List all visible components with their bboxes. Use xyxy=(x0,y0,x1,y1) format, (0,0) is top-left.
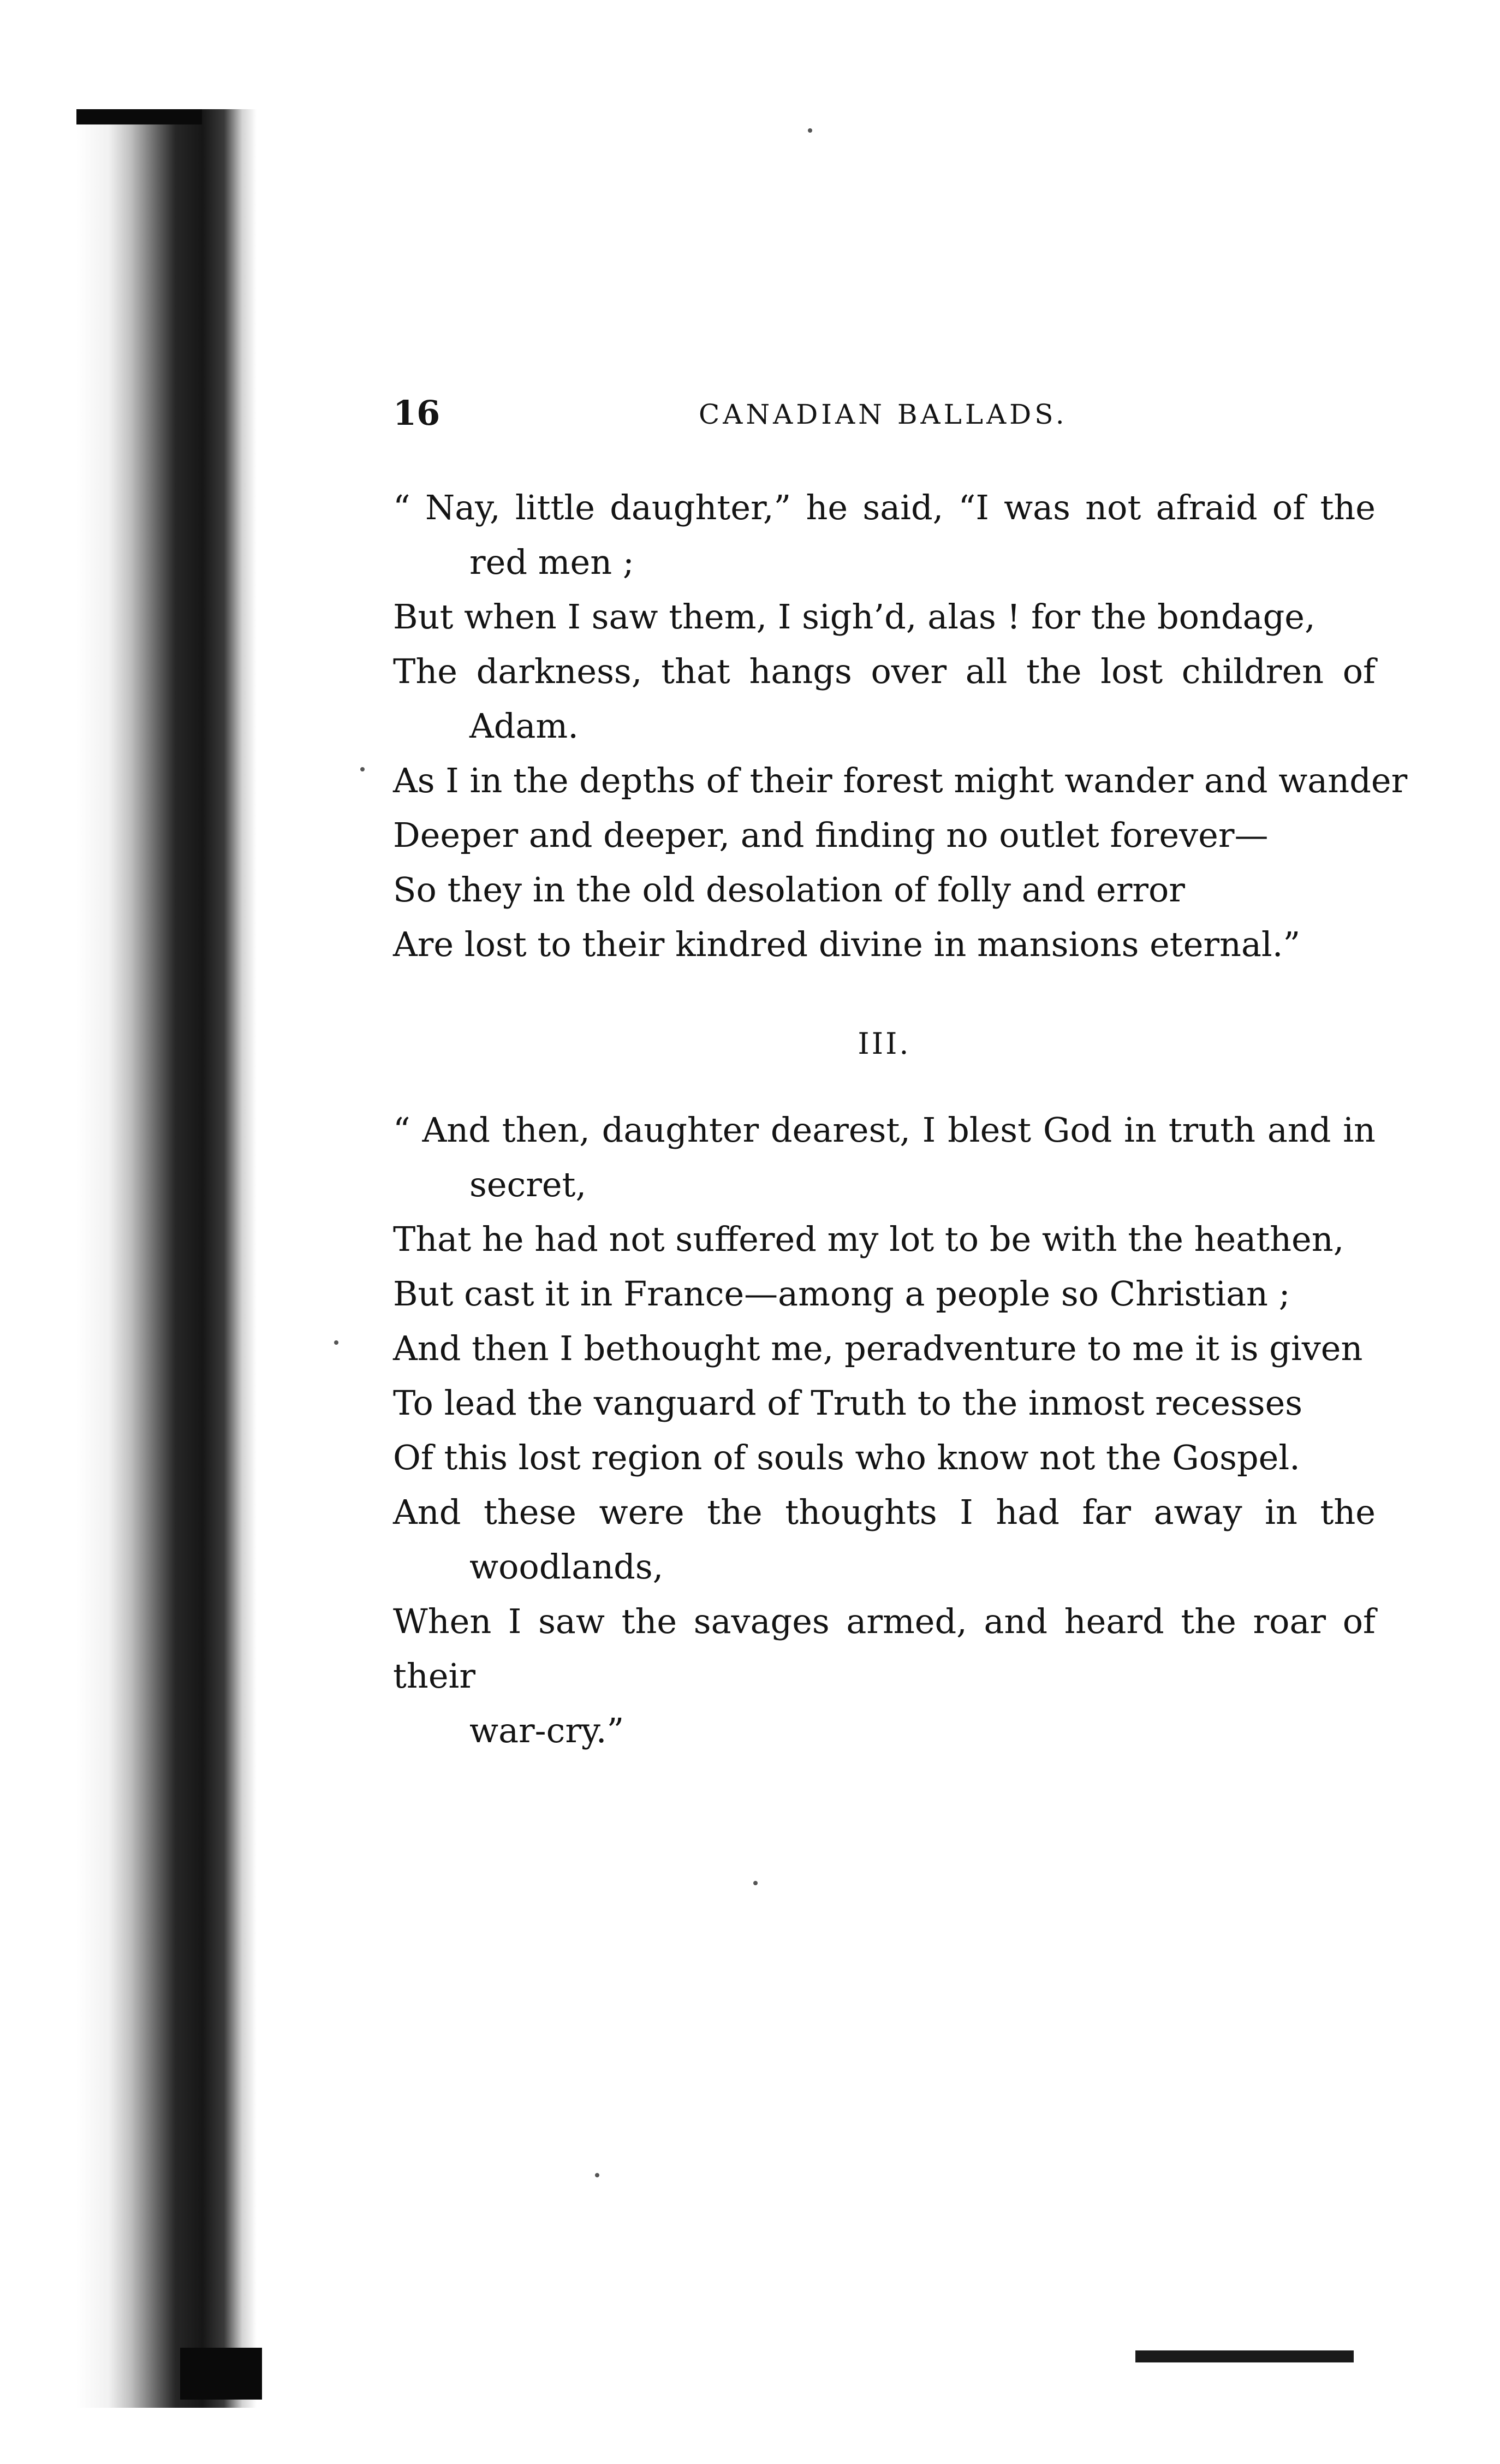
verse-line-continuation: war-cry.” xyxy=(469,1711,624,1750)
scan-speck xyxy=(334,1340,338,1345)
binding-bottom-mark xyxy=(180,2348,262,2400)
verse-line: Deeper and deeper, and finding no outlet forever— xyxy=(393,815,1269,855)
verse-line: Of this lost region of souls who know not the Gospel. xyxy=(393,1438,1300,1477)
verse-line: When I saw the savages armed, and heard the roar of their xyxy=(393,1601,1376,1696)
verse-line: And these were the thoughts I had far away in the xyxy=(393,1492,1376,1532)
binding-top-mark xyxy=(76,109,202,124)
verse-line-continuation: woodlands, xyxy=(469,1547,664,1587)
verse-line: That he had not suffered my lot to be with the heathen, xyxy=(393,1219,1344,1259)
verse-line: So they in the old desolation of folly and error xyxy=(393,870,1185,910)
book-page xyxy=(393,0,1408,2464)
verse-line: But cast it in France—among a people so Christian ; xyxy=(393,1274,1290,1314)
verse-line: Are lost to their kindred divine in mansions eternal.” xyxy=(393,924,1301,964)
running-head xyxy=(393,393,1376,437)
running-title: CANADIAN BALLADS. xyxy=(699,399,1068,430)
book-binding-edge xyxy=(76,109,257,2408)
verse-line: But when I saw them, I sigh’d, alas ! for the bondage, xyxy=(393,597,1316,637)
verse-line-continuation: secret, xyxy=(469,1165,587,1204)
verse-line: “ And then, daughter dearest, I blest God in truth and in xyxy=(393,1110,1376,1150)
section-numeral: III. xyxy=(858,1026,911,1061)
verse-line: The darkness, that hangs over all the lost children of xyxy=(393,651,1376,691)
stanza-two xyxy=(393,1103,1376,1758)
page-number: 16 xyxy=(393,393,441,433)
verse-line: To lead the vanguard of Truth to the inmost recesses xyxy=(393,1383,1303,1423)
verse-line: And then I bethought me, peradventure to me it is given xyxy=(393,1328,1363,1368)
scan-speck xyxy=(360,767,365,771)
verse-line: “ Nay, little daughter,” he said, “I was not afraid of the xyxy=(393,488,1376,527)
verse-line: As I in the depths of their forest might wander and wander xyxy=(393,761,1408,800)
stanza-one xyxy=(393,480,1408,972)
verse-line-continuation: red men ; xyxy=(469,542,634,582)
verse-line-continuation: Adam. xyxy=(469,706,579,746)
